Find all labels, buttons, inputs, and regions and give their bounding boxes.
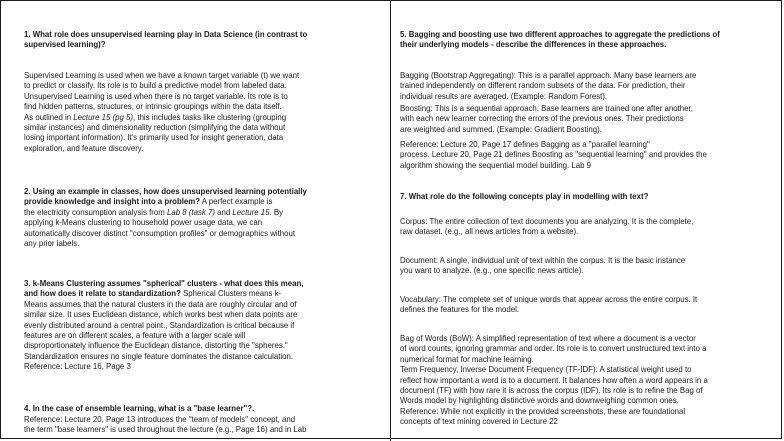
question-answer-3 — [24, 279, 380, 373]
question-answer-2 — [24, 187, 380, 249]
answer-3-text: Spherical Clusters means k- Means assumes that the natural clusters in the data are roughly circular and of similar size. It uses Euclidean distance, which works best when data points are evenly distributed around a central point., Standardization is critical because if features are on different scales, a feature with a larger scale will disproportionately influence the Euclidean distance, distorting the "spheres." Standardization ensures no single feature dominates the distance calculation. Reference: Lecture 16, Page 3 — [24, 289, 298, 372]
answer-7-document: Document: A single, individual unit of text within the corpus. It is the basic instance you want to analyze. (e.g., one specific news article). — [400, 256, 686, 276]
answer-2-reference-lab: Lab 8 (task 7) — [167, 207, 215, 217]
answer-7-corpus: Corpus: The entire collection of text documents you are analyzing. It is the complete, raw dataset. (e.g., all news articles from a website). — [400, 217, 694, 237]
answer-7-bag-of-words-tfidf: Bag of Words (BoW): A simplified representation of text where a document is a vector of word counts, ignoring grammar and order. Its role is to convert unstructured text into a numerical format for machine learning. Term Frequency, Inverse Document Frequency (TF-IDF): A statistical weight used to reflect how important a word is to a document. It balances how often a word appears in a document (TF) with how rare it is across the corpus (IDF). Its role is to refine the Bag of Words model by highlighting distinctive words and downweighing common ones. Reference: While not explicitly in the provided screenshots, these are foundational concepts of text mining covered in Lecture 22 — [400, 334, 708, 427]
question-7: 7. What role do the following concepts play in modelling with text? — [400, 192, 649, 201]
answer-2-text: A perfect example is the electricity consumption analysis from — [24, 197, 273, 217]
column-divider — [390, 0, 391, 441]
answer-2-conjunction: and — [214, 207, 233, 217]
answer-1-text-cont: , this includes tasks like clustering (grouping similar instances) and dimensionality reduction (simplifying the data without losing important information). It's primarily used for insight generation, data exploration, and feature discovery. — [24, 112, 287, 153]
answer-1-text: Supervised Learning is used when we have a known target variable (t) we want to predict or classify. Its role is to build a predictive model from labeled data. Unsupervised Learning is used when there is no target variable. Its role is to find hidden patterns, structures, or intrinsic groupings within the data itself. As outlined in — [24, 71, 300, 122]
answer-1-reference: Lecture 15 (pg 5) — [73, 112, 134, 122]
answer-4: Reference: Lecture 20, Page 13 introduces the "team of models" concept, and the term "base learners" is used throughout the lecture (e.g., Page 16) and in Lab — [24, 415, 307, 435]
answer-5-boosting: Boosting: This is a sequential approach. Base learners are trained one after another, with each new learner correcting the errors of the previous ones. Their predictions are weighted and summed. (Example: Gradient Boosting). — [400, 104, 693, 134]
question-4: 4. In the case of ensemble learning, what is a "base learner"?. — [24, 404, 255, 413]
question-1: 1. What role does unsupervised learning play in Data Science (in contrast to supervised learning)? — [24, 30, 308, 50]
answer-7-vocabulary: Vocabulary: The complete set of unique words that appear across the entire corpus. It defines the features for the model. — [400, 295, 698, 315]
answer-1 — [24, 71, 380, 154]
question-2: 2. Using an example in classes, how does unsupervised learning potentially provide knowledge and insight into a problem? — [24, 187, 307, 207]
answer-2-text-cont: . By applying k-Means clustering to household power usage data, we can automatically discover distinct "consumption profiles" or demographics without any prior labels. — [24, 207, 296, 249]
question-3: 3. k-Means Clustering assumes "spherical" clusters - what does this mean, and how does it relate to standardization? — [24, 279, 304, 299]
answer-5-reference: Reference: Lecture 20, Page 17 defines Bagging as a "parallel learning" process. Lecture 20, Page 21 defines Boosting as "sequential learning" and provides the algorithm showing the sequential model building. Lab 9 — [400, 140, 707, 170]
answer-5-bagging: Bagging (Bootstrap Aggregating): This is a parallel approach. Many base learners are trained independently on different random subsets of the data. For prediction, their individual results are averaged. (Example: Random Forest). — [400, 71, 697, 101]
question-5: 5. Bagging and boosting use two different approaches to aggregate the predictions of their underlying models - describe the differences in these approaches. — [400, 30, 720, 50]
answer-2-reference-lecture: Lecture 15 — [232, 207, 270, 217]
